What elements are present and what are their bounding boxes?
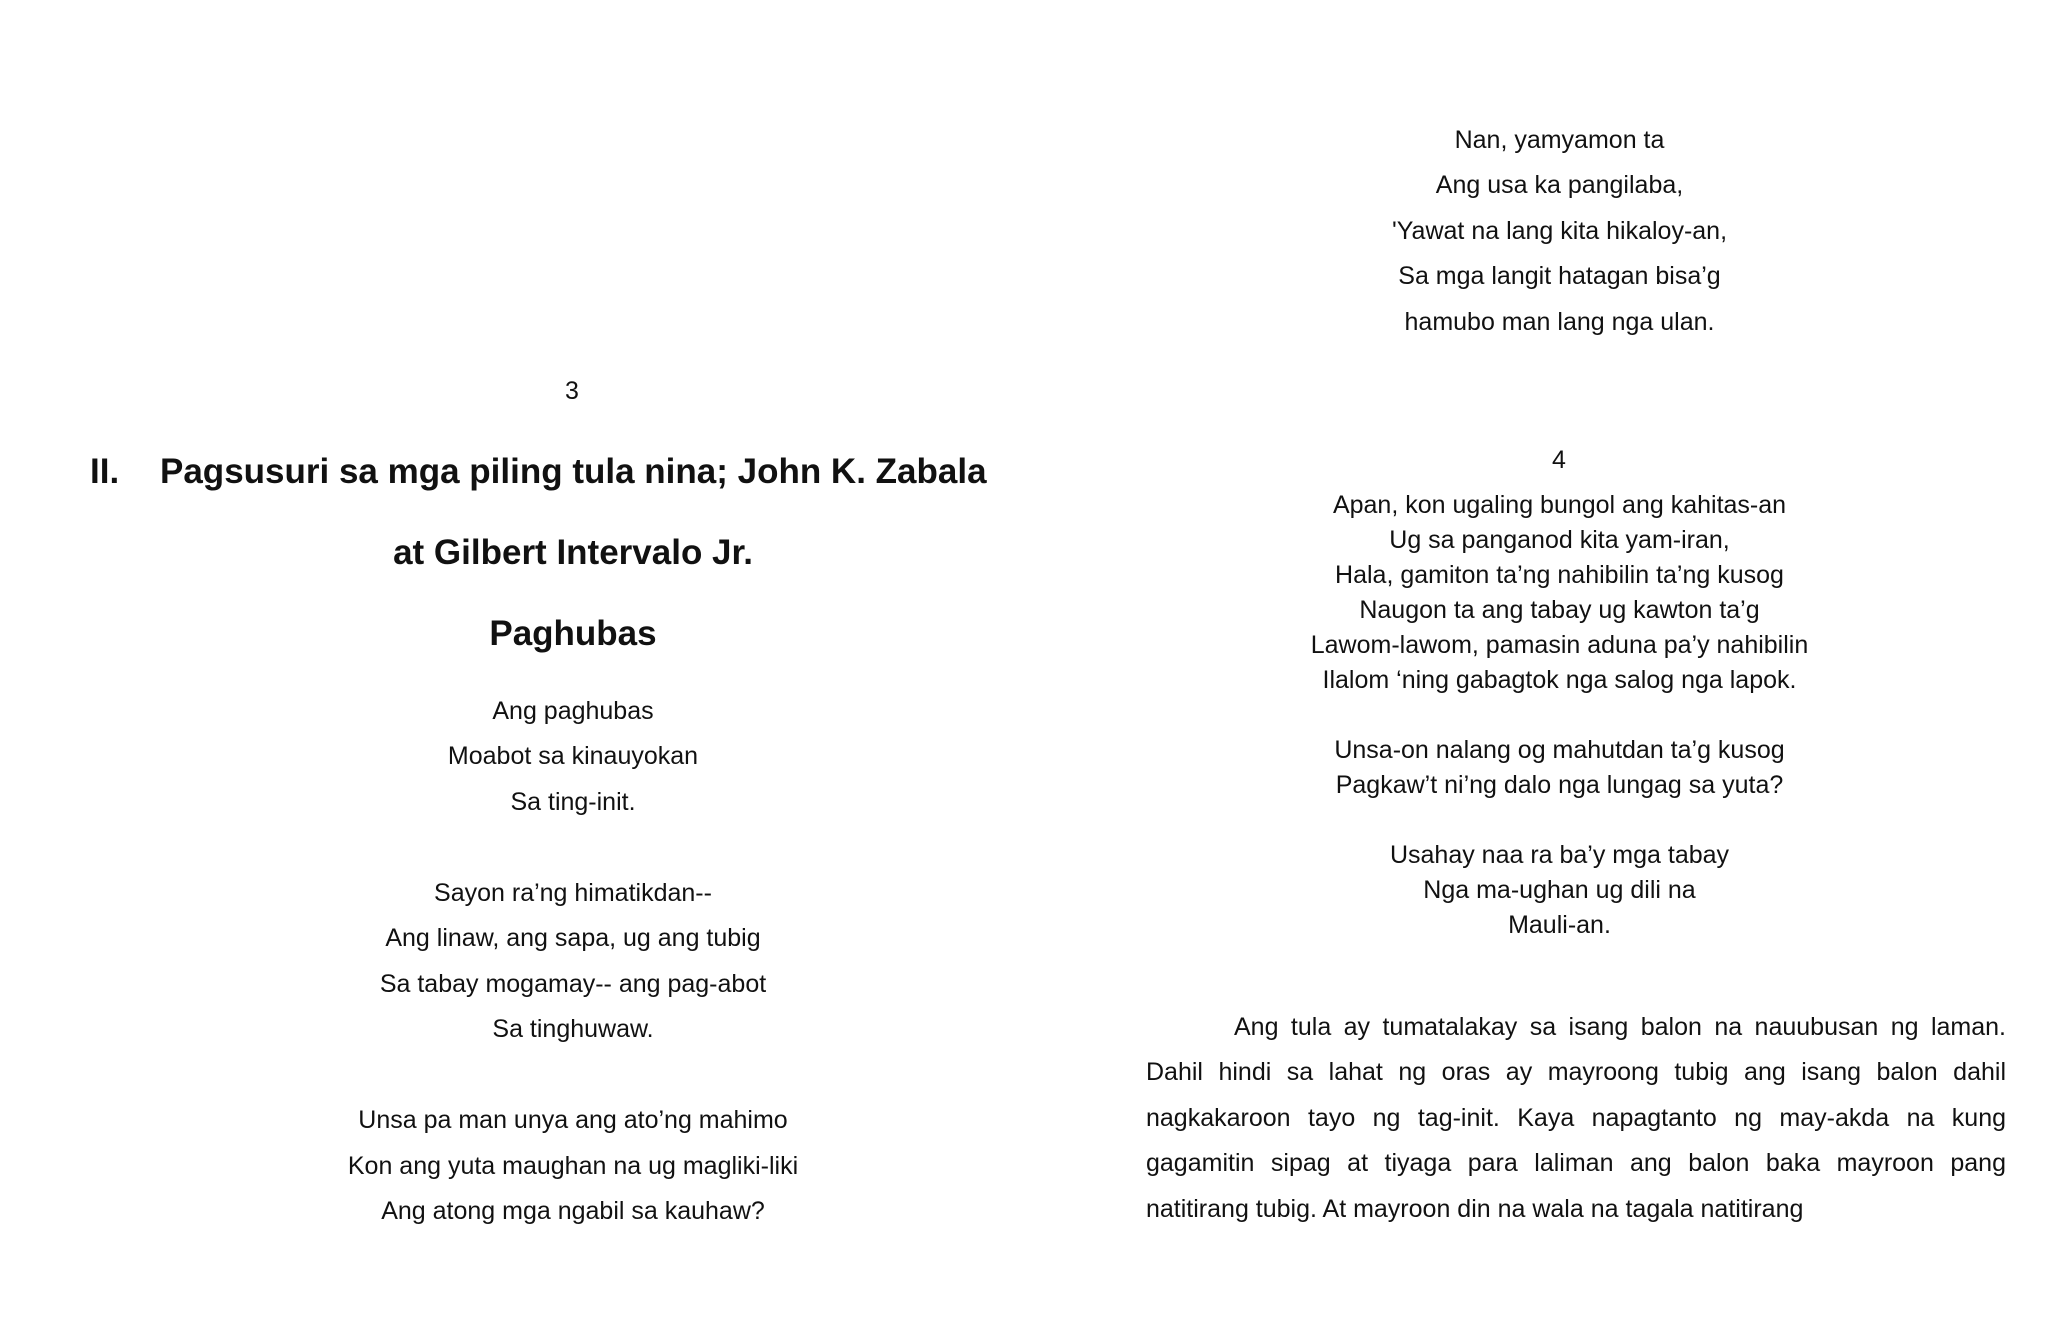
poem-line: Sayon ra’ng himatikdan-- — [434, 879, 712, 907]
poem-line: Nan, yamyamon ta — [1454, 126, 1665, 154]
section-numeral: II. — [90, 452, 120, 491]
poem-line: Ang linaw, ang sapa, ug ang tubig — [385, 924, 761, 952]
poem-line: Sa tinghuwaw. — [492, 1015, 654, 1043]
poem-line: Naugon ta ang tabay ug kawton ta’g — [1359, 596, 1760, 624]
poem-line: Kon ang yuta maughan na ug magliki-liki — [347, 1152, 799, 1180]
poem-line: Ang usa ka pangilaba, — [1435, 171, 1684, 199]
section-title-line-1: Pagsusuri sa mga piling tula nina; John K. Zabala — [160, 452, 987, 491]
analysis-paragraph — [1146, 1005, 2006, 1232]
poem-line: 'Yawat na lang kita hikaloy-an, — [1391, 217, 1728, 245]
page-number: 3 — [565, 377, 579, 405]
poem-line: Ug sa panganod kita yam-iran, — [1389, 526, 1730, 554]
poem-line: Pagkaw’t ni’ng dalo nga lungag sa yuta? — [1335, 771, 1784, 799]
poem-line: Unsa-on nalang og mahutdan ta’g kusog — [1334, 736, 1785, 764]
poem-line: Mauli-an. — [1508, 911, 1611, 939]
poem-line: Hala, gamiton ta’ng nahibilin ta’ng kusog — [1335, 561, 1784, 589]
poem-line: Ilalom ‘ning gabagtok nga salog nga lapok. — [1322, 666, 1797, 694]
poem-title: Paghubas — [489, 614, 657, 653]
poem-line: Ang atong mga ngabil sa kauhaw? — [381, 1197, 765, 1225]
paragraph-text: Ang tula ay tumatalakay sa isang balon na nauubusan ng laman. Dahil hindi sa lahat ng oras ay mayroong tubig ang isang balon dahil nagkakaroon tayo ng tag-init. Kaya napagtanto ng may-akda na kung gagamitin sipag at tiyaga para laliman ang balon baka mayroon pang natitirang tubig. At mayroon din na wala na tagala natitirang — [1146, 1013, 2006, 1223]
poem-line: Nga ma-ughan ug dili na — [1423, 876, 1696, 904]
poem-line: Moabot sa kinauyokan — [447, 742, 699, 770]
poem-line: hamubo man lang nga ulan. — [1404, 308, 1715, 336]
section-title-line-2: at Gilbert Intervalo Jr. — [393, 533, 753, 572]
poem-line: Unsa pa man unya ang ato’ng mahimo — [358, 1106, 788, 1134]
poem-line: Sa tabay mogamay-- ang pag-abot — [379, 970, 767, 998]
poem-line: Sa mga langit hatagan bisa’g — [1398, 262, 1721, 290]
poem-line: Usahay naa ra ba’y mga tabay — [1389, 841, 1730, 869]
poem-line: Apan, kon ugaling bungol ang kahitas-an — [1332, 491, 1787, 519]
poem-line: Ang paghubas — [492, 697, 654, 725]
poem-line: Sa ting-init. — [510, 788, 636, 816]
page-number: 4 — [1552, 446, 1566, 474]
right-page — [1024, 0, 2048, 1339]
poem-line: Lawom-lawom, pamasin aduna pa’y nahibilin — [1310, 631, 1809, 659]
